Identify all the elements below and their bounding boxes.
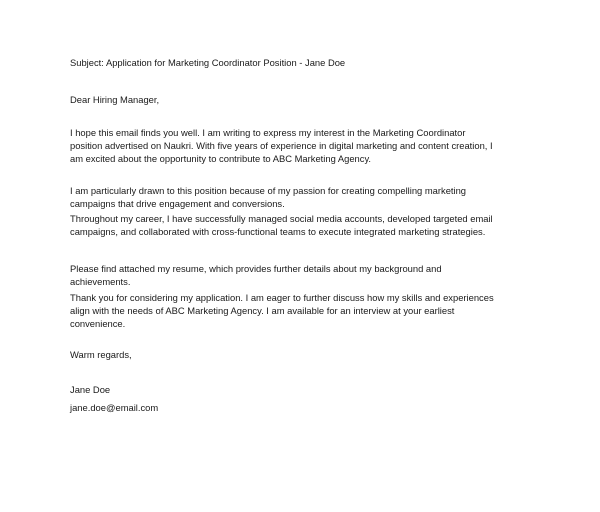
paragraph-line: convenience. [70, 318, 126, 329]
paragraph-line: am excited about the opportunity to contribute to ABC Marketing Agency. [70, 153, 372, 164]
paragraph-line: I am particularly drawn to this position because of my passion for creating compelling marketing [70, 185, 467, 196]
paragraph-line: achievements. [70, 276, 131, 287]
signature-name: Jane Doe [70, 384, 111, 395]
signature-email: jane.doe@email.com [70, 402, 159, 413]
paragraph-line: campaigns that drive engagement and conversions. [70, 198, 285, 209]
paragraph-line: align with the needs of ABC Marketing Agency. I am available for an interview at your earliest [70, 305, 455, 316]
email-closing: Warm regards, [70, 349, 132, 360]
paragraph-line: Please find attached my resume, which provides further details about my background and [70, 263, 442, 274]
email-subject: Subject: Application for Marketing Coordinator Position - Jane Doe [70, 57, 346, 68]
email-greeting: Dear Hiring Manager, [70, 94, 160, 105]
paragraph-motivation [70, 184, 540, 210]
paragraph-line: position advertised on Naukri. With five years of experience in digital marketing and content creation, I [70, 140, 493, 151]
paragraph-resume [70, 262, 540, 288]
paragraph-thanks [70, 291, 540, 330]
paragraph-line: Throughout my career, I have successfully managed social media accounts, developed targeted email [70, 213, 493, 224]
paragraph-line: campaigns, and collaborated with cross-functional teams to execute integrated marketing strategies. [70, 226, 486, 237]
paragraph-line: I hope this email finds you well. I am writing to express my interest in the Marketing Coordinator [70, 127, 466, 138]
paragraph-line: Thank you for considering my application. I am eager to further discuss how my skills and experiences [70, 292, 494, 303]
paragraph-interest [70, 126, 540, 165]
paragraph-experience [70, 212, 540, 238]
